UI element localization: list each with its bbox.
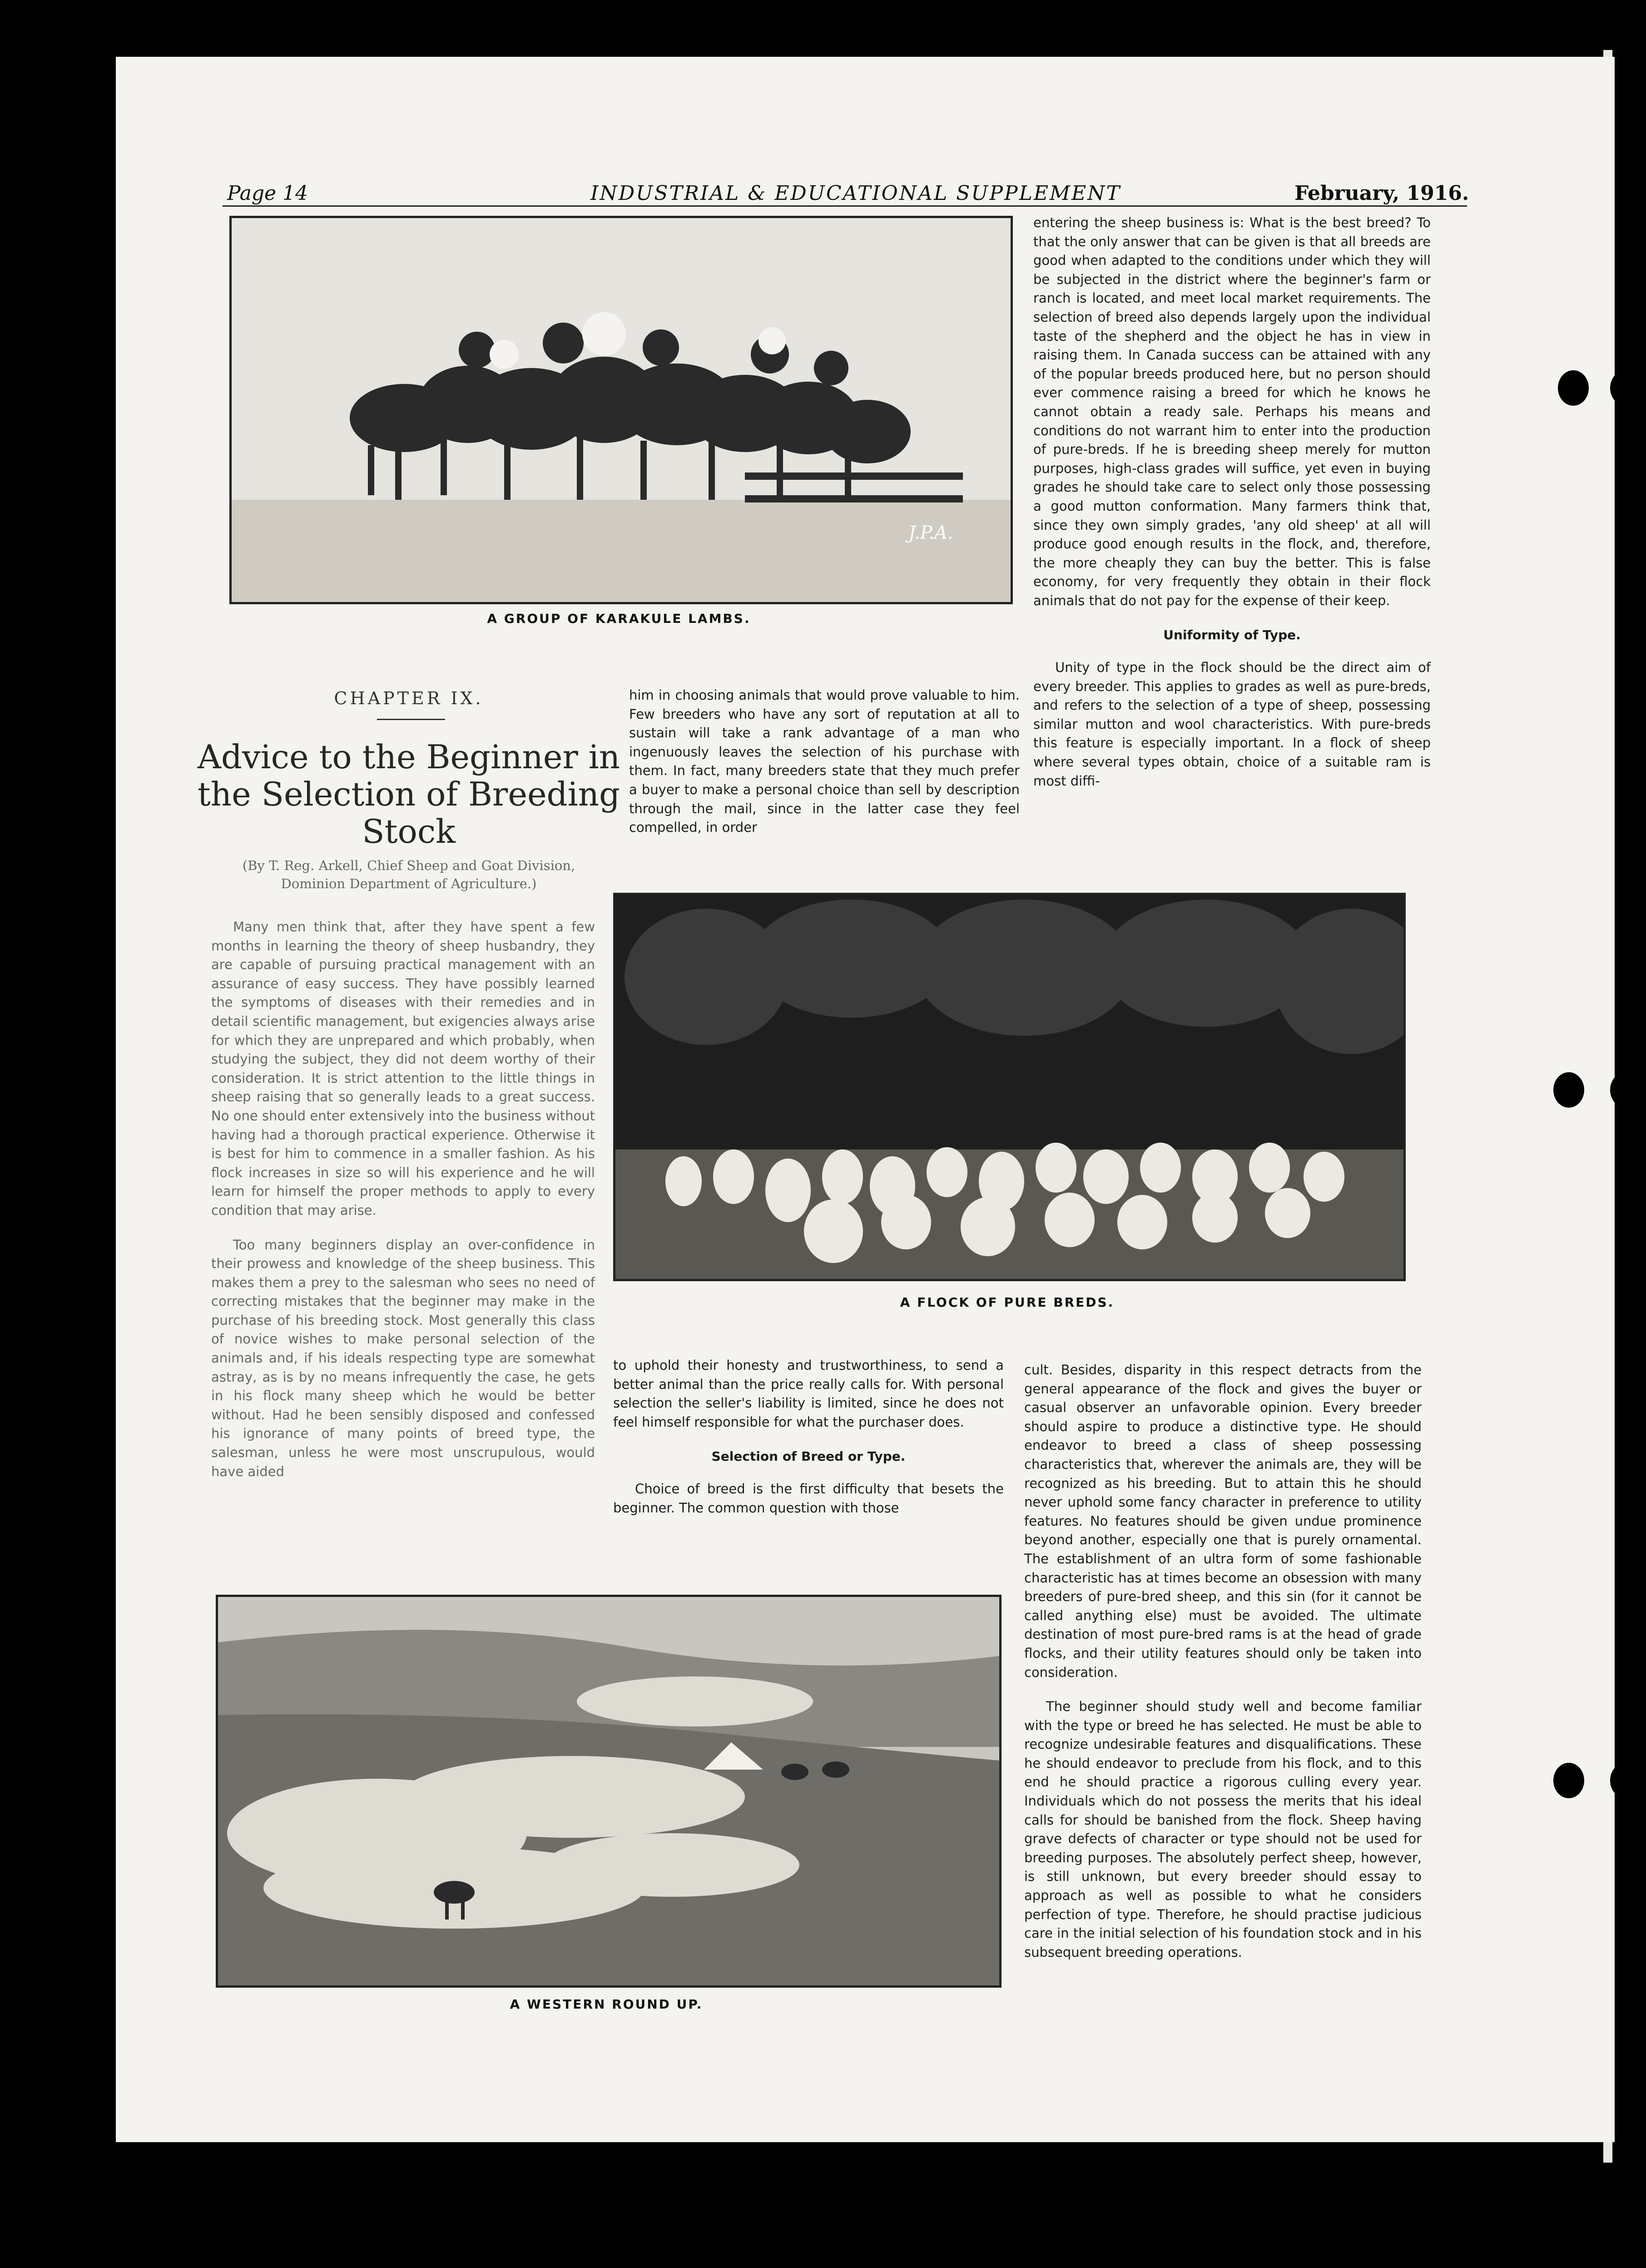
punch-hole xyxy=(1553,1763,1584,1798)
paragraph: The beginner should study well and become familiar with the type or breed he has selected. He must be able to recognize undesirable features and disqualifications. These he should endeavor to preclude from his flock, and to this end he should practice a rigorous culling every year. Individuals which do not possess the merits that his ideal calls for should be banished from the flock. Sheep having grave defects of character or type should not be used for breeding purposes. The absolutely perfect sheep, however, is still unknown, but every breeder should essay to approach as well as possible to what he considers perfection of type. Therefore, he should practise judicious care in the initial selection of his foundation stock and in his subsequent breeding operations. xyxy=(1024,1699,1422,1960)
punch-hole xyxy=(1610,370,1641,406)
paragraph: Unity of type in the flock should be the direct aim of every breeder. This applies to grades as well as pure-breds, and refers to the selection of a type of sheep, possessing similar mutton and wool characteristics. With pure-breds this feature is especially important. In a flock of sheep where several types obtain, choice of a suitable ram is most diffi- xyxy=(1033,660,1431,789)
photo-signature: J.P.A. xyxy=(908,522,953,543)
publication-title: INDUSTRIAL & EDUCATIONAL SUPPLEMENT xyxy=(590,182,1121,205)
punch-hole xyxy=(1610,1072,1641,1108)
column-3-bottom xyxy=(1024,1361,1422,1977)
round-up-caption: A WESTERN ROUND UP. xyxy=(510,1997,703,2012)
article-headline: Advice to the Beginner in the Selection of Breeding Stock xyxy=(197,738,620,850)
column-1 xyxy=(211,918,595,1497)
paragraph: cult. Besides, disparity in this respect detracts from the general appearance of the flock and gives the buyer or casual observer an unfavorable opinion. Every breeder should aspire to produce a distinctive type. He should endeavor to breed a class of sheep possessing characteristics that, wherever the animals are, they will be recognized as his breeding. But to attain this he should never uphold some fancy character in preference to utility features. No features should be given undue prominence beyond another, especially one that is purely ornamental. The establishment of an ultra form of some fashionable characteristic has at times become an obsession with many breeders of pure-bred sheep, and this sin (for it cannot be called anything else) must be avoided. The ultimate destination of most pure-bred rams is at the head of grade flocks, and their utility features should only be taken into consideration. xyxy=(1024,1362,1422,1680)
chapter-label: CHAPTER IX. xyxy=(334,688,484,708)
karakule-lambs-photo xyxy=(229,216,1013,604)
paragraph: Choice of breed is the first difficulty that besets the beginner. The common question with those xyxy=(613,1481,1004,1516)
column-2-top xyxy=(629,686,1020,853)
pure-breds-photo xyxy=(613,893,1406,1281)
article-byline: (By T. Reg. Arkell, Chief Sheep and Goat Division, Dominion Department of Agriculture.) xyxy=(242,858,575,891)
paragraph: him in choosing animals that would prove valuable to him. Few breeders who have any sort of reputation at all to sustain will take a rank advantage of a man who ingenuously leaves the selection of his purchase with them. In fact, many breeders state that they much prefer a buyer to make a personal choice than sell by description through the mail, since in the latter case they feel compelled, in order xyxy=(629,687,1020,836)
paragraph: Too many beginners display an over-confidence in their prowess and knowledge of the sheep business. This makes them a prey to the salesman who sees no need of correcting mistakes that the beginner may make in the purchase of his breeding stock. Most generally this class of novice wishes to make personal selection of the animals and, if his ideals respecting type are somewhat astray, as is by no means infrequently the case, he gets in his flock many sheep which he would be better without. Had he been sensibly disposed and confessed his ignorance of many points of breed type, the salesman, unless he were most unscrupulous, would have aided xyxy=(211,1237,595,1479)
karakule-caption: A GROUP OF KARAKULE LAMBS. xyxy=(487,611,751,626)
punch-hole xyxy=(1558,370,1589,406)
issue-date: February, 1916. xyxy=(1294,182,1469,205)
subhead-uniformity: Uniformity of Type. xyxy=(1163,627,1301,643)
paragraph: entering the sheep business is: What is the best breed? To that the only answer that can be given is that all breeds are good when adapted to the conditions under which they will be subjected in the district where the beginner's farm or ranch is located, and meet local market requirements. The selection of breed also depends largely upon the individual taste of the shepherd and the object he has in view in raising them. In Canada success can be attained with any of the popular breeds produced here, but no person should ever commence raising a breed for which he knows he cannot obtain a ready sale. Perhaps his means and conditions do not warrant him to enter into the production of pure-breds. If he is breeding sheep merely for mutton purposes, high-class grades will suffice, yet even in buying grades he should take care to select only those possessing a good mutton conformation. Many farmers think that, since they own simply grades, 'any old sheep' at all will produce good enough results in the flock, and, therefore, the more cheaply they can buy the better. This is false economy, for very frequently they obtain in their flock animals that do not pay for the expense of their keep. xyxy=(1033,215,1431,608)
punch-hole xyxy=(1553,1072,1584,1108)
header-rule xyxy=(223,205,1467,207)
round-up-photo xyxy=(216,1595,1001,1988)
paragraph: Many men think that, after they have spent a few months in learning the theory of sheep husbandry, they are capable of pursuing practical management with an assurance of easy success. They have possibly learned the symptoms of diseases with their remedies and in detail scientific management, but exigencies always arise for which they are unprepared and which probably, when studying the subject, they did not deem worthy of their consideration. It is strict attention to the little things in sheep raising that so generally leads to a great success. No one should enter extensively into the business without having had a thorough practical experience. Otherwise it is best for him to commence in a smaller fashion. As his flock increases in size so will his experience and he will learn for himself the proper methods to apply to every condition that may arise. xyxy=(211,919,595,1218)
pure-breds-caption: A FLOCK OF PURE BREDS. xyxy=(900,1295,1115,1310)
column-3-top xyxy=(1033,214,1431,806)
subhead-breed: Selection of Breed or Type. xyxy=(711,1449,906,1464)
page-number: Page 14 xyxy=(227,182,308,205)
chapter-rule xyxy=(377,719,445,720)
column-2-bottom xyxy=(613,1356,1004,1533)
punch-hole xyxy=(1610,1763,1641,1798)
paragraph: to uphold their honesty and trustworthiness, to send a better animal than the price really calls for. With personal selection the seller's liability is limited, since he does not feel himself responsible for what the purchaser does. xyxy=(613,1358,1004,1430)
